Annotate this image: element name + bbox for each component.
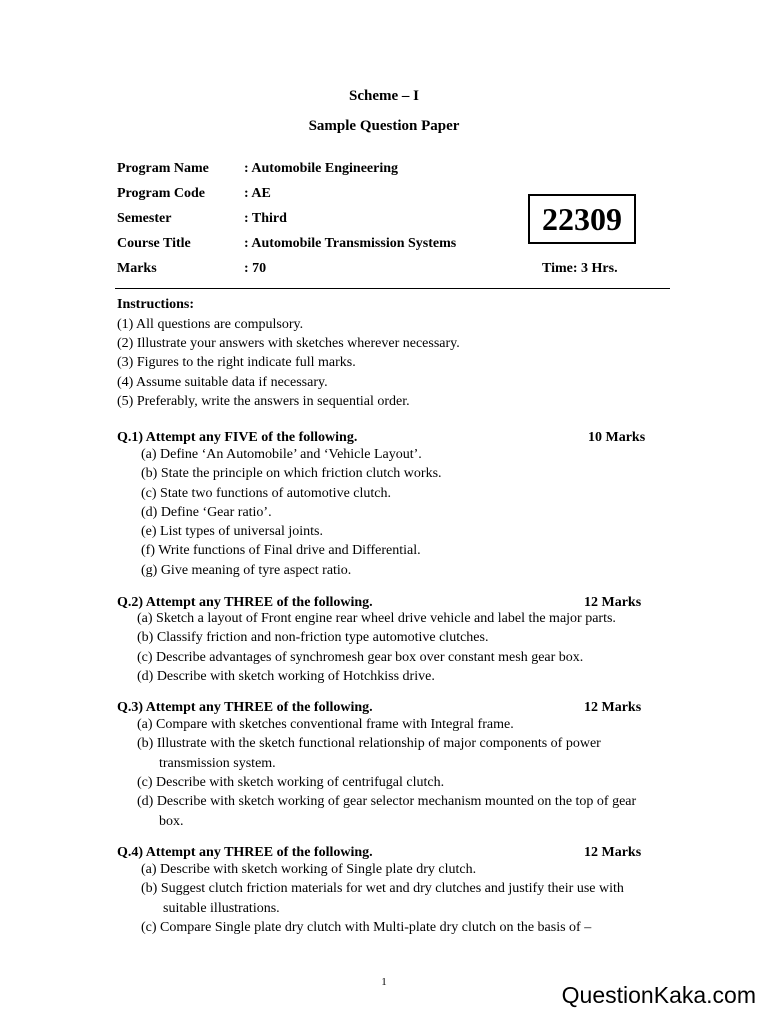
question-line: (b) State the principle on which friction clutch works. <box>141 466 442 481</box>
instruction-item: (1) All questions are compulsory. <box>117 317 304 332</box>
question-4-marks: 12 Marks <box>584 845 642 860</box>
page-number: 1 <box>381 976 387 988</box>
question-line: (e) List types of universal joints. <box>141 524 323 539</box>
instruction-item: (2) Illustrate your answers with sketches wherever necessary. <box>117 336 460 351</box>
instruction-item: (5) Preferably, write the answers in sequential order. <box>117 394 410 409</box>
question-3-marks: 12 Marks <box>584 700 642 715</box>
scheme-heading: Scheme – I <box>349 88 419 104</box>
question-line: (d) Describe with sketch working of Hotchkiss drive. <box>137 669 435 684</box>
question-line: suitable illustrations. <box>163 901 280 916</box>
header-divider <box>115 288 670 289</box>
question-1-title: Q.1) Attempt any FIVE of the following. <box>117 430 358 445</box>
semester-label: Semester <box>117 211 172 226</box>
question-line: (c) State two functions of automotive clutch. <box>141 486 391 501</box>
program-code-label: Program Code <box>117 186 205 201</box>
question-1-marks: 10 Marks <box>588 430 646 445</box>
question-4-title: Q.4) Attempt any THREE of the following. <box>117 845 373 860</box>
program-name-value: : Automobile Engineering <box>244 161 399 176</box>
question-line: (d) Define ‘Gear ratio’. <box>141 505 272 520</box>
instruction-item: (4) Assume suitable data if necessary. <box>117 375 328 390</box>
question-line: (b) Suggest clutch friction materials for wet and dry clutches and justify their use with <box>141 881 624 896</box>
question-line: transmission system. <box>159 756 276 771</box>
question-line: (a) Sketch a layout of Front engine rear wheel drive vehicle and label the major parts. <box>137 611 616 626</box>
marks-label: Marks <box>117 261 157 276</box>
program-name-label: Program Name <box>117 161 209 176</box>
question-line: box. <box>159 814 184 829</box>
question-line: (b) Illustrate with the sketch functional relationship of major components of power <box>137 736 601 751</box>
question-line: (g) Give meaning of tyre aspect ratio. <box>141 563 352 578</box>
question-line: (c) Describe with sketch working of centrifugal clutch. <box>137 775 445 790</box>
question-line: (c) Describe advantages of synchromesh gear box over constant mesh gear box. <box>137 650 584 665</box>
instruction-item: (3) Figures to the right indicate full marks. <box>117 355 356 370</box>
instructions-heading: Instructions: <box>117 297 195 312</box>
program-code-value: : AE <box>244 186 271 201</box>
course-title-value: : Automobile Transmission Systems <box>244 236 457 251</box>
watermark: QuestionKaka.com <box>561 982 756 1008</box>
question-line: (c) Compare Single plate dry clutch with Multi-plate dry clutch on the basis of – <box>141 920 592 935</box>
course-title-label: Course Title <box>117 236 191 251</box>
question-line: (f) Write functions of Final drive and Differential. <box>141 543 421 558</box>
question-line: (a) Describe with sketch working of Single plate dry clutch. <box>141 862 477 877</box>
question-line: (b) Classify friction and non-friction type automotive clutches. <box>137 630 489 645</box>
time-allowed: Time: 3 Hrs. <box>542 261 618 276</box>
marks-value: : 70 <box>244 261 267 276</box>
paper-title: Sample Question Paper <box>308 118 460 134</box>
question-2-marks: 12 Marks <box>584 595 642 610</box>
question-line: (d) Describe with sketch working of gear selector mechanism mounted on the top of gear <box>137 794 637 809</box>
question-3-title: Q.3) Attempt any THREE of the following. <box>117 700 373 715</box>
course-code-box: 22309 <box>528 194 636 244</box>
question-2-title: Q.2) Attempt any THREE of the following. <box>117 595 373 610</box>
question-line: (a) Define ‘An Automobile’ and ‘Vehicle Layout’. <box>141 447 422 462</box>
question-line: (a) Compare with sketches conventional frame with Integral frame. <box>137 717 514 732</box>
semester-value: : Third <box>244 211 287 226</box>
